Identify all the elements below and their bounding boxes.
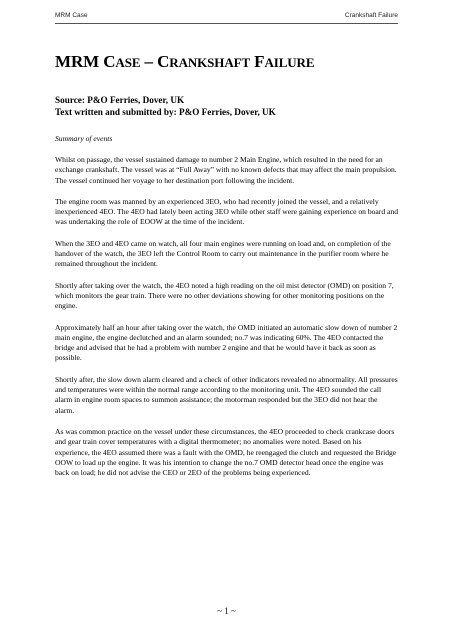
title-part1-smallcaps: ASE <box>115 55 141 70</box>
title-part3: F <box>250 52 265 71</box>
paragraph: Shortly after taking over the watch, the 4EO noted a high reading on the oil mist detector (OMD) on position 7, which monitors the gear train. There were no other deviations showing for other monitoring positions on the engine. <box>55 280 394 311</box>
paragraph: As was common practice on the vessel under these circumstances, the 4EO proceeded to check crankcase doors and gear train cover temperatures with a digital thermometer; no anomalies were noted. Based on his experience, the 4EO assumed there was a fault with the OMD, he reengaged the clutch and requested the Bridge OOW to load up the engine. It was his intention to change the no.7 OMD detector head once the engine was back on load; he did not advise the CEO or 2EO of the problems being experienced. <box>55 426 397 478</box>
title-part1: MRM C <box>55 52 116 71</box>
title-part2-smallcaps: RANKSHAFT <box>169 55 251 70</box>
document-title <box>55 52 398 73</box>
paragraph: Shortly after, the slow down alarm cleared and a check of other indicators revealed no abnormality. All pressures and temperatures were within the normal range according to the monitoring unit. The 4EO sounded the call alarm in engine room spaces to summon assistance; the motorman responded but the 3EO did not hear the alarm. <box>55 374 398 415</box>
header-divider <box>55 23 398 24</box>
paragraph: Whilst on passage, the vessel sustained damage to number 2 Main Engine, which resulted in the need for an exchange crankshaft. The vessel was at “Full Away” with no known defects that may affect the main propulsion. The vessel continued her voyage to her destination port following the incident. <box>55 155 397 185</box>
title-part3-smallcaps: AILURE <box>264 55 315 70</box>
header-left-text: MRM Case <box>55 12 88 19</box>
header-right-text: Crankshaft Failure <box>344 12 398 19</box>
source-line: Source: P&O Ferries, Dover, UK <box>55 95 185 105</box>
document-body <box>55 52 398 478</box>
paragraph: When the 3EO and 4EO came on watch, all four main engines were running on load and, on completion of the handover of the watch, the 3EO left the Control Room to carry out maintenance in the purifier room where he remained throughout the incident. <box>55 238 391 269</box>
page-number: ~ 1 ~ <box>217 606 236 616</box>
title-part2: C <box>157 52 170 71</box>
paragraph: Approximately half an hour after taking over the watch, the OMD initiated an automatic slow down of number 2 main engine, the engine declutched and an alarm sounded; no.7 was indicating 60%. The 4EO contacted the bridge and advised that he had a problem with number 2 engine and that he would have it back as soon as possible. <box>55 322 398 363</box>
title-dash: – <box>140 52 158 71</box>
paragraph: The engine room was manned by an experienced 3EO, who had recently joined the vessel, and a relatively inexperienced 4EO. The 4EO had lately been acting 3EO while other staff were gaining experience on board and was undertaking the role of EOOW at the time of the incident. <box>55 196 398 227</box>
summary-heading: Summary of events <box>55 134 113 143</box>
author-line: Text written and submitted by: P&O Ferries, Dover, UK <box>55 107 276 117</box>
